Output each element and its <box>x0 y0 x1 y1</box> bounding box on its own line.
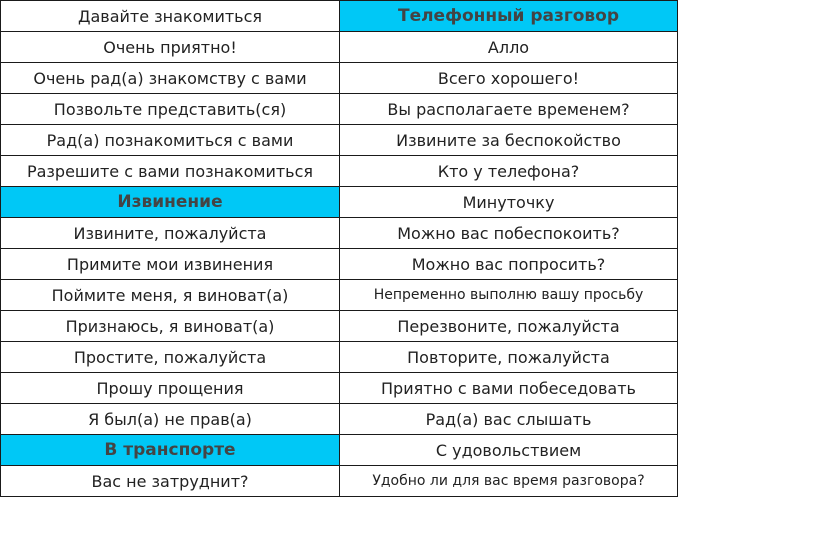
table-row <box>1 280 678 311</box>
table-cell: Очень рад(а) знакомству с вами <box>1 63 340 94</box>
table-row <box>1 218 678 249</box>
table-cell: Повторите, пожалуйста <box>340 342 678 373</box>
section-header-transport: В транспорте <box>1 435 340 466</box>
table-cell: Можно вас попросить? <box>340 249 678 280</box>
table-row <box>1 311 678 342</box>
table-row <box>1 94 678 125</box>
table-cell: Вас не затруднит? <box>1 466 340 497</box>
table-cell: Я был(а) не прав(а) <box>1 404 340 435</box>
table-cell: Примите мои извинения <box>1 249 340 280</box>
table-cell: Непременно выполню вашу просьбу <box>340 280 678 311</box>
table-cell: Позвольте представить(ся) <box>1 94 340 125</box>
table-cell: С удовольствием <box>340 435 678 466</box>
table-row <box>1 249 678 280</box>
table-cell: Поймите меня, я виноват(а) <box>1 280 340 311</box>
table-cell: Извините, пожалуйста <box>1 218 340 249</box>
table-row <box>1 63 678 94</box>
section-header-apology: Извинение <box>1 187 340 218</box>
table-cell: Давайте знакомиться <box>1 1 340 32</box>
table-cell: Алло <box>340 32 678 63</box>
table-row <box>1 373 678 404</box>
table-cell: Признаюсь, я виноват(а) <box>1 311 340 342</box>
table-cell: Вы располагаете временем? <box>340 94 678 125</box>
table-cell: Рад(а) вас слышать <box>340 404 678 435</box>
table-row <box>1 342 678 373</box>
section-header-phone: Телефонный разговор <box>340 1 678 32</box>
table-cell: Перезвоните, пожалуйста <box>340 311 678 342</box>
table-row <box>1 125 678 156</box>
table-cell: Удобно ли для вас время разговора? <box>340 466 678 497</box>
table-cell: Очень приятно! <box>1 32 340 63</box>
table-cell: Простите, пожалуйста <box>1 342 340 373</box>
table-cell: Кто у телефона? <box>340 156 678 187</box>
table-row <box>1 466 678 497</box>
table-row <box>1 156 678 187</box>
table-cell: Минуточку <box>340 187 678 218</box>
table-row <box>1 187 678 218</box>
table-cell: Можно вас побеспокоить? <box>340 218 678 249</box>
table-row <box>1 404 678 435</box>
table-row <box>1 32 678 63</box>
table-cell: Всего хорошего! <box>340 63 678 94</box>
table-cell: Разрешите с вами познакомиться <box>1 156 340 187</box>
table-cell: Рад(а) познакомиться с вами <box>1 125 340 156</box>
table-cell: Извините за беспокойство <box>340 125 678 156</box>
table-cell: Прошу прощения <box>1 373 340 404</box>
table-cell: Приятно с вами побеседовать <box>340 373 678 404</box>
table-row <box>1 435 678 466</box>
table-row <box>1 1 678 32</box>
